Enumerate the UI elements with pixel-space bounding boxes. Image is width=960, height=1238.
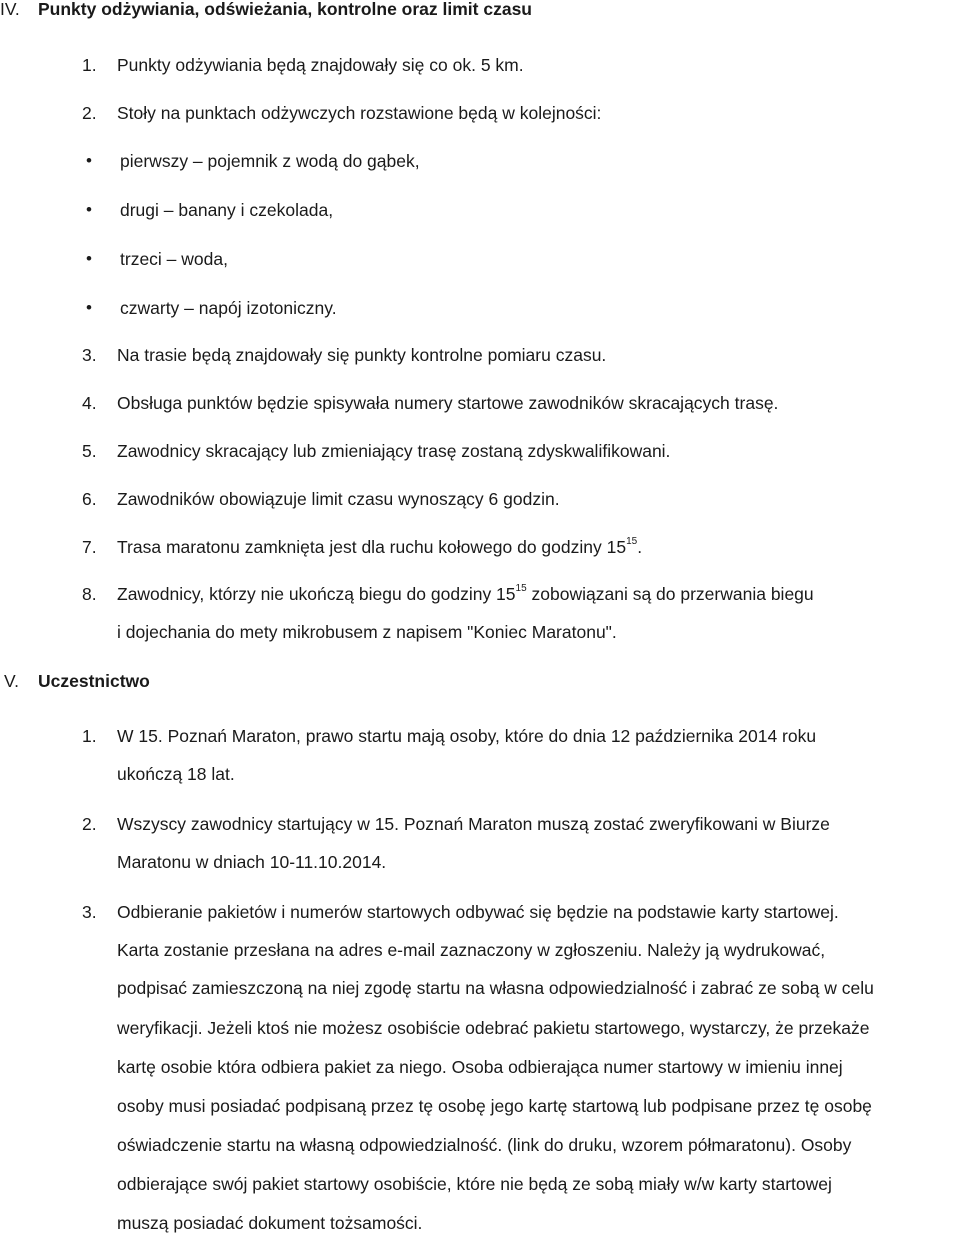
section-5-title: Uczestnictwo — [38, 671, 150, 691]
section-4-roman: IV. — [0, 0, 20, 19]
list-item: Na trasie będą znajdowały się punkty kontrolne pomiaru czasu. — [117, 345, 607, 365]
time-superscript: 15 — [626, 536, 638, 548]
bullet-icon: • — [86, 249, 92, 268]
list-item: Stoły na punktach odżywczych rozstawione będą w kolejności: — [117, 103, 602, 123]
list-item-continuation: podpisać zamieszczoną na niej zgodę startu na własna odpowiedzialność i zabrać ze sobą w celu — [117, 978, 874, 998]
list-item-continuation: muszą posiadać dokument tożsamości. — [117, 1213, 423, 1233]
list-item: Punkty odżywiania będą znajdowały się co ok. 5 km. — [117, 55, 524, 75]
bullet-item: drugi – banany i czekolada, — [120, 200, 334, 220]
item-number: 2. — [82, 814, 97, 834]
item-7-text: Trasa maratonu zamknięta jest dla ruchu kołowego do godziny 15 — [117, 537, 627, 557]
item-8-text-a: Zawodnicy, którzy nie ukończą biegu do godziny 15 — [117, 584, 516, 604]
item-number: 1. — [82, 55, 97, 75]
bullet-item: trzeci – woda, — [120, 249, 228, 269]
item-number: 2. — [82, 103, 97, 123]
list-item — [117, 535, 642, 559]
item-number: 8. — [82, 584, 97, 604]
list-item: Wszyscy zawodnicy startujący w 15. Poznań Maraton muszą zostać zweryfikowani w Biurze — [117, 814, 830, 834]
section-4-title: Punkty odżywiania, odświeżania, kontrolne oraz limit czasu — [38, 0, 532, 19]
list-item-continuation: kartę osobie która odbiera pakiet za niego. Osoba odbierająca numer startowy w imieniu innej — [117, 1057, 843, 1077]
bullet-icon: • — [86, 151, 92, 170]
list-item-continuation: i dojechania do mety mikrobusem z napisem "Koniec Maratonu". — [117, 622, 617, 642]
bullet-icon: • — [86, 200, 92, 219]
list-item: Zawodnicy skracający lub zmieniający trasę zostaną zdyskwalifikowani. — [117, 441, 671, 461]
list-item-continuation: Karta zostanie przesłana na adres e-mail zaznaczony w zgłoszeniu. Należy ją wydrukować, — [117, 940, 826, 960]
bullet-item: czwarty – napój izotoniczny. — [120, 298, 337, 318]
list-item: Zawodników obowiązuje limit czasu wynoszący 6 godzin. — [117, 489, 560, 509]
list-item-continuation: ukończą 18 lat. — [117, 764, 235, 784]
item-7-after: . — [637, 537, 643, 557]
list-item — [117, 582, 814, 606]
list-item: Odbieranie pakietów i numerów startowych odbywać się będzie na podstawie karty startowej. — [117, 902, 839, 922]
bullet-icon: • — [86, 298, 92, 317]
item-number: 3. — [82, 345, 97, 365]
bullet-item: pierwszy – pojemnik z wodą do gąbek, — [120, 151, 420, 171]
item-number: 4. — [82, 393, 97, 413]
list-item: Obsługa punktów będzie spisywała numery startowe zawodników skracających trasę. — [117, 393, 779, 413]
list-item-continuation: Maratonu w dniach 10-11.10.2014. — [117, 852, 387, 872]
section-5-roman: V. — [4, 671, 19, 691]
item-number: 5. — [82, 441, 97, 461]
item-number: 7. — [82, 537, 97, 557]
time-superscript: 15 — [515, 583, 527, 595]
item-number: 1. — [82, 726, 97, 746]
list-item-continuation: weryfikacji. Jeżeli ktoś nie możesz osobiście odebrać pakietu startowego, wystarczy, że przekaże — [117, 1018, 870, 1038]
item-number: 3. — [82, 902, 97, 922]
list-item: W 15. Poznań Maraton, prawo startu mają osoby, które do dnia 12 października 2014 roku — [117, 726, 817, 746]
list-item-continuation: odbierające swój pakiet startowy osobiście, które nie będą ze sobą miały w/w karty startowej — [117, 1174, 832, 1194]
list-item-continuation: osoby musi posiadać podpisaną przez tę osobę jego kartę startową lub podpisane przez tę osobę — [117, 1096, 872, 1116]
item-8-text-b: zobowiązani są do przerwania biegu — [526, 584, 814, 604]
list-item-continuation: oświadczenie startu na własną odpowiedzialność. (link do druku, wzorem półmaratonu). Osoby — [117, 1135, 852, 1155]
item-number: 6. — [82, 489, 97, 509]
